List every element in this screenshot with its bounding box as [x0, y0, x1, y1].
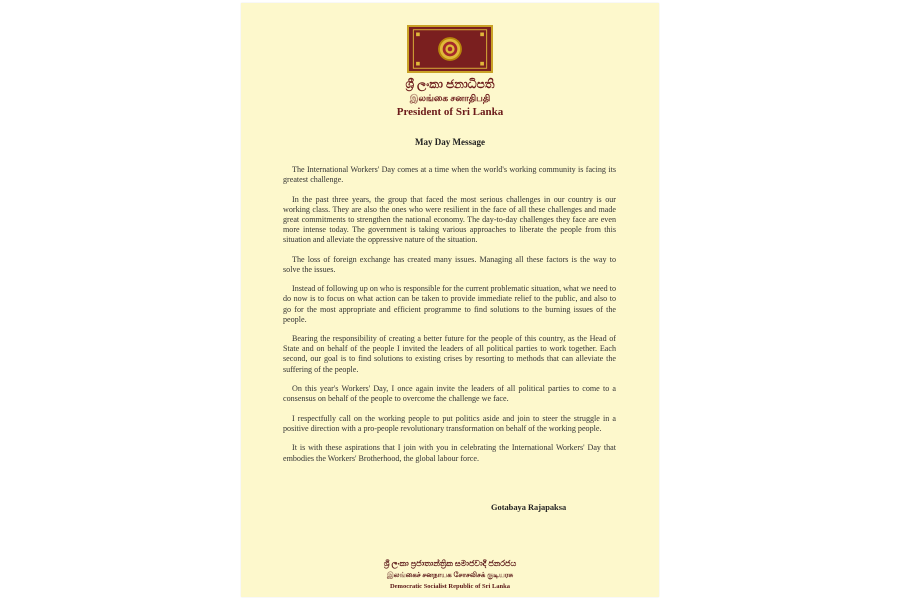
footer-sinhala: ශ්‍රී ලංකා ප්‍රජාතාන්ත්‍රික සමාජවාදී ජනරජය [383, 559, 517, 568]
emblem-graphic [409, 27, 491, 71]
paragraph: Instead of following up on who is responsible for the current problematic situation, what we need to do now is to focus on what action can be taken to provide immediate relief to the public, and also to go for the most appropriate and efficient programme to find solutions to the burning issues of the people. [283, 284, 616, 324]
letterhead-english: President of Sri Lanka [396, 106, 504, 118]
paragraph: In the past three years, the group that faced the most serious challenges in our country is our working class. They are also the ones who were resilient in the face of all these challenges and made great commitments to strengthen the national economy. The day-to-day challenges they face are even more intense today. The government is taking various approaches to liberate the people from this situation and alleviate the oppressive nature of the situation. [283, 194, 616, 245]
message-body [283, 165, 616, 473]
presidential-flag-emblem [407, 25, 493, 73]
paragraph: It is with these aspirations that I join with you in celebrating the International Workers' Day that embodies the Workers' Brotherhood, the global labour force. [283, 443, 616, 463]
paragraph: Bearing the responsibility of creating a better future for the people of this country, as the Head of State and on behalf of the people I invited the leaders of all political parties to work together. Each second, our goal is to find solutions to existing crises by resorting to methods that can alleviate the suffering of the people. [283, 334, 616, 374]
paragraph: The International Workers' Day comes at a time when the world's working community is facing its greatest challenge. [283, 165, 616, 185]
footer-tamil: இலங்கைச் சனநாயக சோசலிசக் குடியரசு [386, 571, 514, 579]
letter-page [241, 3, 659, 597]
paragraph: On this year's Workers' Day, I once again invite the leaders of all political parties to come to a consensus on behalf of the people to overcome the challenge we face. [283, 384, 616, 404]
document-title: May Day Message [415, 137, 485, 147]
footer-english: Democratic Socialist Republic of Sri Lanka [389, 583, 511, 590]
letterhead-tamil: இலங்கை சனாதிபதி [409, 93, 491, 103]
signature-name: Gotabaya Rajapaksa [491, 503, 567, 512]
paragraph: The loss of foreign exchange has created many issues. Managing all these factors is the way to solve the issues. [283, 254, 616, 274]
paragraph: I respectfully call on the working people to put politics aside and join to steer the struggle in a positive direction with a pro-people revolutionary transformation on behalf of the working people. [283, 413, 616, 433]
letterhead-sinhala: ශ්‍රී ලංකා ජනාධිපති [405, 77, 495, 91]
